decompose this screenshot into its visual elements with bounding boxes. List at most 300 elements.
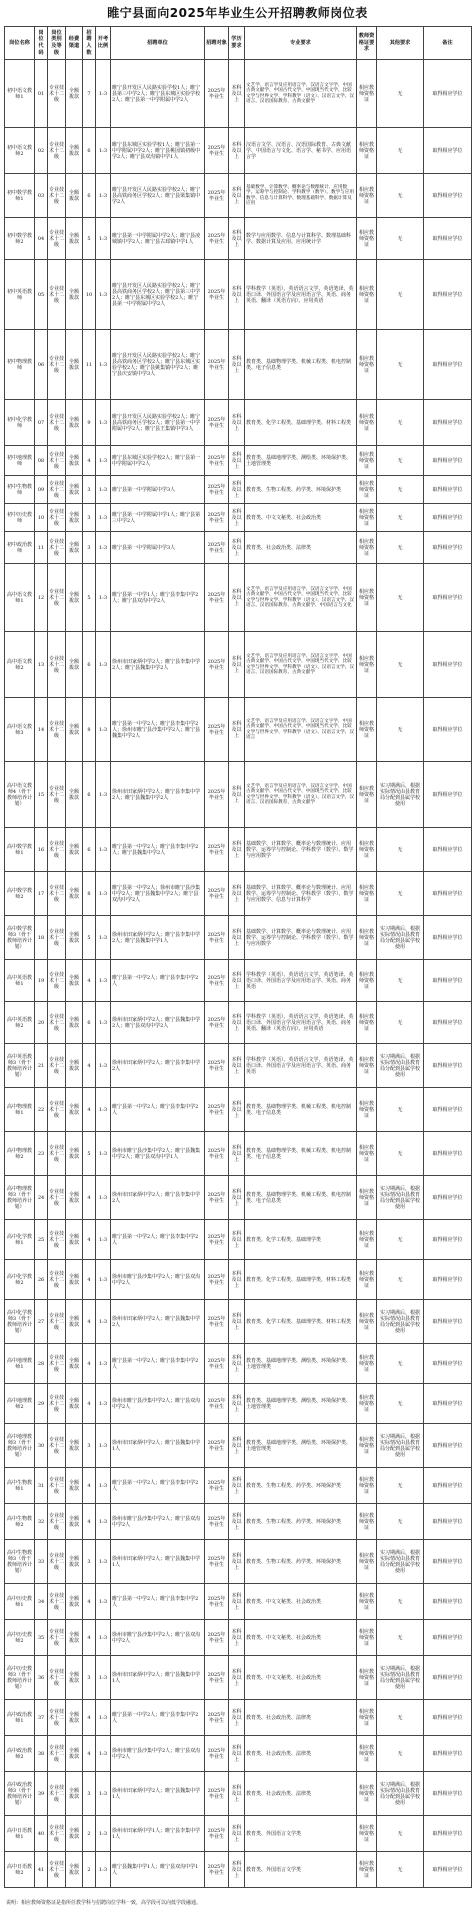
cell-major: 文艺学、语言学及应用语言学、汉语言文字学、中国古典文献学、中国古代文学、中国现当代文学、比较文学与世界文学、学科教学（语文）、汉语言文学、汉语言、汉语国际教育、古典文献学 xyxy=(245,762,357,828)
cell-certificate: 相应教师资格证 xyxy=(357,532,377,564)
table-row xyxy=(5,218,472,260)
cell-target: 2025年毕业生 xyxy=(205,174,229,218)
cell-funding: 全额拨款 xyxy=(66,128,83,174)
cell-count: 6 xyxy=(83,762,96,828)
cell-target: 2025年毕业生 xyxy=(205,1504,229,1540)
cell-certificate: 相应教师资格证 xyxy=(357,632,377,698)
cell-funding: 全额拨款 xyxy=(66,330,83,400)
cell-other: 无 xyxy=(377,1088,424,1132)
table-row xyxy=(5,1344,472,1384)
cell-remark: 取得相应学位 xyxy=(424,260,472,330)
cell-category: 专业技术十二级 xyxy=(48,762,66,828)
cell-position-name: 高中历史教师3（骨干教师培养计划） xyxy=(5,1656,35,1700)
cell-target: 2025年毕业生 xyxy=(205,1736,229,1772)
cell-major: 教育类、基础地理学类、测绘类、环境保护类、土地管理类 xyxy=(245,1344,357,1384)
cell-target: 2025年毕业生 xyxy=(205,1772,229,1816)
cell-other: 实习期满后，根据实际情况由县教育局分配到县属学校使用 xyxy=(377,1424,424,1468)
cell-other: 实习期满后，根据实际情况由县教育局分配到县属学校使用 xyxy=(377,762,424,828)
cell-major: 教育类、中文文秘类、社会政治类 xyxy=(245,1656,357,1700)
cell-major: 教育类、基础地理学类、测绘类、环境保护类、土地管理类 xyxy=(245,446,357,476)
cell-major: 文艺学、语言学及应用语言学、汉语言文字学、中国古典文献学、中国古代文学、中国现当代文学、比较文学与世界文学、学科教学（语文）、汉语言文学、汉语言 xyxy=(245,698,357,762)
cell-count: 8 xyxy=(83,872,96,916)
cell-unit: 徐州市睢宁县沙集中学2人；睢宁县双沟中学2人 xyxy=(111,1504,205,1540)
cell-education: 本科及以上 xyxy=(229,400,245,446)
cell-code: 17 xyxy=(35,872,48,916)
cell-code: 16 xyxy=(35,828,48,872)
cell-code: 02 xyxy=(35,128,48,174)
cell-unit: 睢宁县魏集中学1人；睢宁县双沟中学1人 xyxy=(111,1852,205,1888)
cell-certificate: 相应教师资格证 xyxy=(357,1260,377,1300)
cell-certificate: 相应教师资格证 xyxy=(357,1852,377,1888)
cell-major: 教育类、化学工程类、基础理学类、材料工程类 xyxy=(245,400,357,446)
cell-target: 2025年毕业生 xyxy=(205,1176,229,1220)
cell-position-name: 高中化学教师2 xyxy=(5,1260,35,1300)
table-body xyxy=(5,60,472,1888)
cell-code: 03 xyxy=(35,174,48,218)
cell-funding: 全额拨款 xyxy=(66,400,83,446)
cell-major: 教育类、生物工程类、药学类、环境保护类 xyxy=(245,476,357,504)
cell-other: 无 xyxy=(377,1504,424,1540)
cell-code: 38 xyxy=(35,1736,48,1772)
cell-other: 无 xyxy=(377,872,424,916)
cell-major: 学科教学（英语）、英语语言文学、英语笔译、英语口译、外国语言学及应用语言学、英语、商务英语 xyxy=(245,1044,357,1088)
cell-unit: 徐州市田家炳中学2人；睢宁县李集中学2人；睢宁县魏集中学2人 xyxy=(111,762,205,828)
cell-ratio: 1:3 xyxy=(96,1002,111,1044)
cell-unit: 睢宁县东城区实验学校1人；睢宁县第一中学附属中学2人；睢宁县桃园镇初级中学2人；睢宁县双沟镇中学1人 xyxy=(111,128,205,174)
cell-education: 本科及以上 xyxy=(229,1344,245,1384)
header-cell: 招聘单位 xyxy=(111,27,205,60)
table-row xyxy=(5,916,472,960)
cell-certificate: 相应教师资格证 xyxy=(357,1540,377,1584)
cell-count: 3 xyxy=(83,1540,96,1584)
cell-remark: 取得相应学位 xyxy=(424,504,472,532)
cell-code: 06 xyxy=(35,330,48,400)
cell-funding: 全额拨款 xyxy=(66,174,83,218)
cell-ratio: 1:3 xyxy=(96,1852,111,1888)
cell-category: 专业技术十二级 xyxy=(48,260,66,330)
cell-remark: 取得相应学位 xyxy=(424,1772,472,1816)
cell-position-name: 高中政治教师3（骨干教师培养计划） xyxy=(5,1772,35,1816)
cell-position-name: 高中英语教师2 xyxy=(5,1002,35,1044)
table-row xyxy=(5,872,472,916)
cell-remark: 取得相应学位 xyxy=(424,330,472,400)
cell-major: 教育类、中文文秘类、社会政治类 xyxy=(245,504,357,532)
cell-funding: 全额拨款 xyxy=(66,632,83,698)
cell-education: 本科及以上 xyxy=(229,960,245,1002)
cell-code: 33 xyxy=(35,1540,48,1584)
cell-code: 11 xyxy=(35,532,48,564)
cell-remark: 取得相应学位 xyxy=(424,1300,472,1344)
cell-code: 14 xyxy=(35,698,48,762)
cell-remark: 取得相应学位 xyxy=(424,762,472,828)
cell-ratio: 1:3 xyxy=(96,1044,111,1088)
cell-remark: 取得相应学位 xyxy=(424,476,472,504)
cell-count: 4 xyxy=(83,1044,96,1088)
cell-unit: 徐州市田家炳中学2人；睢宁县李集中学2人 xyxy=(111,1044,205,1088)
cell-other: 无 xyxy=(377,476,424,504)
cell-certificate: 相应教师资格证 xyxy=(357,504,377,532)
cell-target: 2025年毕业生 xyxy=(205,400,229,446)
cell-major: 文艺学、语言学及应用语言学、汉语言文字学、中国古典文献学、中国古代文学、中国现当代文学、比较文学与世界文学、学科教学（语文）、汉语言文学、汉语言、汉语国际教育、古典文献学、中国语言与文化 xyxy=(245,564,357,632)
cell-major: 基础数学、计算数学、概率论与数理统计、应用数学、运筹学与控制论、学科教学（数学）、数学与应用数学、信息与计算科学、数理基础科学、数据计算及应用 xyxy=(245,174,357,218)
cell-code: 08 xyxy=(35,446,48,476)
cell-remark: 取得相应学位 xyxy=(424,128,472,174)
cell-category: 专业技术十二级 xyxy=(48,174,66,218)
table-row xyxy=(5,174,472,218)
cell-position-name: 高中化学教师1 xyxy=(5,1220,35,1260)
cell-other: 无 xyxy=(377,828,424,872)
cell-funding: 全额拨款 xyxy=(66,1504,83,1540)
cell-remark: 取得相应学位 xyxy=(424,1468,472,1504)
cell-target: 2025年毕业生 xyxy=(205,446,229,476)
cell-other: 无 xyxy=(377,960,424,1002)
table-row xyxy=(5,1260,472,1300)
cell-code: 31 xyxy=(35,1468,48,1504)
cell-target: 2025年毕业生 xyxy=(205,872,229,916)
cell-unit: 睢宁县开发区人民路实验学校2人；睢宁县高铁商务区学校2人；睢宁县第一中学附属中学2人；睢宁县王集镇中学3人 xyxy=(111,400,205,446)
cell-count: 4 xyxy=(83,1344,96,1384)
cell-target: 2025年毕业生 xyxy=(205,1584,229,1620)
cell-position-name: 高中数学教师2 xyxy=(5,872,35,916)
cell-other: 无 xyxy=(377,174,424,218)
cell-education: 本科及以上 xyxy=(229,698,245,762)
cell-position-name: 高中历史教师1 xyxy=(5,1584,35,1620)
cell-unit: 睢宁县第一中学2人；睢宁县李集中学2人 xyxy=(111,1088,205,1132)
table-row xyxy=(5,1700,472,1736)
cell-funding: 全额拨款 xyxy=(66,1700,83,1736)
header-cell: 开考比例 xyxy=(96,27,111,60)
cell-education: 本科及以上 xyxy=(229,1260,245,1300)
cell-funding: 全额拨款 xyxy=(66,476,83,504)
table-row xyxy=(5,632,472,698)
cell-ratio: 1:3 xyxy=(96,1816,111,1852)
cell-certificate: 相应教师资格证 xyxy=(357,400,377,446)
cell-category: 专业技术十二级 xyxy=(48,1504,66,1540)
cell-major: 数学与应用数学、信息与计算科学、数理基础科学、数据计算及应用、应用统计学 xyxy=(245,218,357,260)
cell-other: 无 xyxy=(377,564,424,632)
cell-ratio: 1:3 xyxy=(96,1300,111,1344)
cell-ratio: 1:3 xyxy=(96,128,111,174)
cell-other: 无 xyxy=(377,1852,424,1888)
cell-count: 4 xyxy=(83,1504,96,1540)
cell-certificate: 相应教师资格证 xyxy=(357,1132,377,1176)
cell-other: 无 xyxy=(377,1220,424,1260)
cell-funding: 全额拨款 xyxy=(66,446,83,476)
cell-remark: 取得相应学位 xyxy=(424,916,472,960)
cell-funding: 全额拨款 xyxy=(66,1584,83,1620)
cell-position-name: 高中语文教师1 xyxy=(5,564,35,632)
cell-unit: 徐州市田家炳中学2人；睢宁县李集中学2人；睢宁县魏集中学2人 xyxy=(111,632,205,698)
cell-target: 2025年毕业生 xyxy=(205,60,229,128)
cell-position-name: 高中地理教师2 xyxy=(5,1384,35,1424)
cell-code: 37 xyxy=(35,1700,48,1736)
cell-category: 专业技术十二级 xyxy=(48,1344,66,1384)
table-row xyxy=(5,60,472,128)
cell-count: 4 xyxy=(83,1736,96,1772)
cell-ratio: 1:3 xyxy=(96,564,111,632)
cell-target: 2025年毕业生 xyxy=(205,1220,229,1260)
table-row xyxy=(5,564,472,632)
cell-target: 2025年毕业生 xyxy=(205,916,229,960)
cell-code: 36 xyxy=(35,1656,48,1700)
cell-certificate: 相应教师资格证 xyxy=(357,1300,377,1344)
cell-position-name: 高中语文教师2 xyxy=(5,632,35,698)
cell-code: 07 xyxy=(35,400,48,446)
cell-certificate: 相应教师资格证 xyxy=(357,1002,377,1044)
cell-category: 专业技术十二级 xyxy=(48,476,66,504)
cell-ratio: 1:3 xyxy=(96,698,111,762)
table-row xyxy=(5,960,472,1002)
cell-education: 本科及以上 xyxy=(229,1584,245,1620)
table-row xyxy=(5,1176,472,1220)
cell-category: 专业技术十二级 xyxy=(48,330,66,400)
cell-ratio: 1:3 xyxy=(96,1620,111,1656)
header-cell: 教师资格证要求 xyxy=(357,27,377,60)
cell-funding: 全额拨款 xyxy=(66,1772,83,1816)
cell-funding: 全额拨款 xyxy=(66,260,83,330)
cell-major: 汉语言文学、汉语言、汉语国际教育、古典文献学、中国语言与文化、语言学、秘书学、应用语言学 xyxy=(245,128,357,174)
cell-code: 19 xyxy=(35,960,48,1002)
cell-major: 教育类、社会政治类、法律类 xyxy=(245,1700,357,1736)
cell-position-name: 高中生物教师2 xyxy=(5,1504,35,1540)
cell-major: 教育类、中文文秘类、社会政治类 xyxy=(245,1620,357,1656)
cell-category: 专业技术十二级 xyxy=(48,1220,66,1260)
header-cell: 学历要求 xyxy=(229,27,245,60)
cell-position-name: 高中历史教师2 xyxy=(5,1620,35,1656)
cell-certificate: 相应教师资格证 xyxy=(357,698,377,762)
cell-category: 专业技术十二级 xyxy=(48,1088,66,1132)
header-cell: 招聘人数 xyxy=(83,27,96,60)
cell-education: 本科及以上 xyxy=(229,260,245,330)
cell-education: 本科及以上 xyxy=(229,1002,245,1044)
cell-unit: 徐州市田家炳中学2人；睢宁县魏集中学1人 xyxy=(111,1540,205,1584)
cell-position-name: 高中地理教师1 xyxy=(5,1344,35,1384)
positions-table xyxy=(4,26,472,1888)
cell-code: 39 xyxy=(35,1772,48,1816)
cell-funding: 全额拨款 xyxy=(66,1816,83,1852)
cell-ratio: 1:3 xyxy=(96,330,111,400)
cell-count: 11 xyxy=(83,330,96,400)
cell-education: 本科及以上 xyxy=(229,504,245,532)
cell-code: 29 xyxy=(35,1384,48,1424)
cell-category: 专业技术十二级 xyxy=(48,1132,66,1176)
cell-other: 无 xyxy=(377,632,424,698)
cell-category: 专业技术十二级 xyxy=(48,1584,66,1620)
cell-remark: 取得相应学位 xyxy=(424,1384,472,1424)
table-row xyxy=(5,1656,472,1700)
table-row xyxy=(5,1300,472,1344)
cell-education: 本科及以上 xyxy=(229,1088,245,1132)
cell-funding: 全额拨款 xyxy=(66,1002,83,1044)
cell-remark: 取得相应学位 xyxy=(424,1656,472,1700)
cell-target: 2025年毕业生 xyxy=(205,1656,229,1700)
cell-count: 4 xyxy=(83,1700,96,1736)
cell-major: 基础数学、计算数学、概率论与数理统计、应用数学、运筹学与控制论、学科教学（数学）、数学与应用数学 xyxy=(245,828,357,872)
cell-code: 15 xyxy=(35,762,48,828)
cell-target: 2025年毕业生 xyxy=(205,1300,229,1344)
cell-remark: 取得相应学位 xyxy=(424,1424,472,1468)
cell-count: 4 xyxy=(83,1260,96,1300)
cell-other: 无 xyxy=(377,1468,424,1504)
cell-major: 教育类、中文文秘类、社会政治类 xyxy=(245,1584,357,1620)
cell-count: 6 xyxy=(83,1002,96,1044)
cell-ratio: 1:3 xyxy=(96,1700,111,1736)
cell-remark: 取得相应学位 xyxy=(424,1736,472,1772)
cell-count: 3 xyxy=(83,1656,96,1700)
cell-unit: 徐州市睢宁县沙集中学2人；睢宁县双沟中学2人 xyxy=(111,1384,205,1424)
cell-education: 本科及以上 xyxy=(229,1504,245,1540)
cell-count: 10 xyxy=(83,260,96,330)
cell-major: 学科教学（英语）、英语语言文学、英语笔译、英语口译、外国语言学及应用语言学、英语、商务英语 xyxy=(245,960,357,1002)
cell-remark: 取得相应学位 xyxy=(424,400,472,446)
cell-category: 专业技术十二级 xyxy=(48,1852,66,1888)
cell-education: 本科及以上 xyxy=(229,916,245,960)
cell-major: 教育类、社会政治类、法律类 xyxy=(245,532,357,564)
cell-count: 6 xyxy=(83,128,96,174)
cell-major: 教育类、基础物理学类、机械工程类、机电控制类、电子信息类 xyxy=(245,1176,357,1220)
cell-unit: 睢宁县第一中学附属中学3人 xyxy=(111,476,205,504)
cell-ratio: 1:3 xyxy=(96,828,111,872)
cell-other: 无 xyxy=(377,260,424,330)
cell-unit: 徐州市睢宁县沙集中学2人；睢宁县双沟中学2人 xyxy=(111,1620,205,1656)
cell-ratio: 1:3 xyxy=(96,260,111,330)
cell-funding: 全额拨款 xyxy=(66,1468,83,1504)
cell-funding: 全额拨款 xyxy=(66,504,83,532)
cell-target: 2025年毕业生 xyxy=(205,1620,229,1656)
cell-ratio: 1:3 xyxy=(96,1088,111,1132)
cell-category: 专业技术十二级 xyxy=(48,1424,66,1468)
cell-unit: 徐州市田家炳中学2人；睢宁县魏集中学1人 xyxy=(111,1772,205,1816)
cell-position-name: 高中政治教师1 xyxy=(5,1700,35,1736)
cell-funding: 全额拨款 xyxy=(66,532,83,564)
cell-certificate: 相应教师资格证 xyxy=(357,1656,377,1700)
cell-major: 学科教学（英语）、英语语言文学、英语笔译、英语口译、外国语言学及应用语言学、英语、商务英语、翻译（英语方向）、应用英语 xyxy=(245,1002,357,1044)
cell-education: 本科及以上 xyxy=(229,872,245,916)
cell-ratio: 1:3 xyxy=(96,1584,111,1620)
cell-category: 专业技术十二级 xyxy=(48,532,66,564)
cell-other: 实习期满后，根据实际情况由县教育局分配到县属学校使用 xyxy=(377,916,424,960)
cell-remark: 取得相应学位 xyxy=(424,1044,472,1088)
cell-target: 2025年毕业生 xyxy=(205,698,229,762)
cell-certificate: 相应教师资格证 xyxy=(357,1344,377,1384)
cell-unit: 徐州市田家炳中学2人；睢宁县魏集中学1人 xyxy=(111,1424,205,1468)
cell-position-name: 高中政治教师2 xyxy=(5,1736,35,1772)
cell-position-name: 初中数学教师1 xyxy=(5,174,35,218)
cell-target: 2025年毕业生 xyxy=(205,476,229,504)
cell-ratio: 1:3 xyxy=(96,400,111,446)
table-row xyxy=(5,1132,472,1176)
cell-remark: 取得相应学位 xyxy=(424,1176,472,1220)
cell-unit: 睢宁县第一中学附属中学1人；睢宁县第三中学2人 xyxy=(111,504,205,532)
cell-unit: 徐州市睢宁县沙集中学2人；睢宁县魏集中学2人；睢宁县双沟中学1人 xyxy=(111,1132,205,1176)
cell-funding: 全额拨款 xyxy=(66,1132,83,1176)
cell-education: 本科及以上 xyxy=(229,828,245,872)
cell-education: 本科及以上 xyxy=(229,1540,245,1584)
header-cell: 备注 xyxy=(424,27,472,60)
cell-ratio: 1:3 xyxy=(96,762,111,828)
cell-position-name: 高中生物教师3（骨干教师培养计划） xyxy=(5,1540,35,1584)
cell-other: 无 xyxy=(377,532,424,564)
cell-position-name: 初中地理教师 xyxy=(5,446,35,476)
cell-category: 专业技术十二级 xyxy=(48,1736,66,1772)
cell-funding: 全额拨款 xyxy=(66,960,83,1002)
cell-code: 32 xyxy=(35,1504,48,1540)
cell-ratio: 1:3 xyxy=(96,1736,111,1772)
cell-other: 实习期满后，根据实际情况由县教育局分配到县属学校使用 xyxy=(377,1044,424,1088)
cell-other: 无 xyxy=(377,1816,424,1852)
cell-count: 9 xyxy=(83,400,96,446)
cell-major: 教育类、化学工程类、基础理学类、材料工程类 xyxy=(245,1300,357,1344)
cell-other: 无 xyxy=(377,446,424,476)
cell-education: 本科及以上 xyxy=(229,1300,245,1344)
cell-education: 本科及以上 xyxy=(229,1132,245,1176)
cell-funding: 全额拨款 xyxy=(66,1656,83,1700)
table-row xyxy=(5,1220,472,1260)
cell-count: 3 xyxy=(83,504,96,532)
cell-education: 本科及以上 xyxy=(229,446,245,476)
cell-category: 专业技术十二级 xyxy=(48,1700,66,1736)
table-row xyxy=(5,762,472,828)
cell-unit: 睢宁县第一中学2人；睢宁县李集中学2人 xyxy=(111,1468,205,1504)
cell-category: 专业技术十二级 xyxy=(48,916,66,960)
cell-funding: 全额拨款 xyxy=(66,60,83,128)
cell-count: 2 xyxy=(83,1852,96,1888)
cell-position-name: 初中物理教师 xyxy=(5,330,35,400)
header-cell: 专业要求 xyxy=(245,27,357,60)
cell-category: 专业技术十二级 xyxy=(48,1468,66,1504)
cell-other: 实习期满后，根据实际情况由县教育局分配到县属学校使用 xyxy=(377,1176,424,1220)
cell-target: 2025年毕业生 xyxy=(205,1424,229,1468)
cell-unit: 睢宁县第一中学2人；徐州市睢宁县沙集中学2人；睢宁县魏集中学2人；睢宁县双沟中学2人 xyxy=(111,872,205,916)
header-cell: 招聘对象 xyxy=(205,27,229,60)
cell-category: 专业技术十二级 xyxy=(48,828,66,872)
cell-major: 学科教学（英语）、英语语言文学、英语笔译、英语口译、外国语言学及应用语言学、英语、商务英语、翻译（英语方向）、应用英语 xyxy=(245,260,357,330)
cell-remark: 取得相应学位 xyxy=(424,60,472,128)
cell-position-name: 初中英语教师 xyxy=(5,260,35,330)
cell-certificate: 相应教师资格证 xyxy=(357,1504,377,1540)
cell-code: 40 xyxy=(35,1816,48,1852)
cell-position-name: 高中语文教师3 xyxy=(5,698,35,762)
cell-unit: 睢宁县开发区人民路实验学校1人；睢宁县第三中学2人；睢宁县东城区实验学校2人；睢宁县第一中学附属中学2人 xyxy=(111,60,205,128)
cell-unit: 睢宁县第一中学2人；睢宁县李集中学2人；徐州市睢宁县沙集中学2人；睢宁县魏集中学2人 xyxy=(111,698,205,762)
cell-certificate: 相应教师资格证 xyxy=(357,128,377,174)
cell-target: 2025年毕业生 xyxy=(205,1852,229,1888)
cell-position-name: 初中历史教师 xyxy=(5,504,35,532)
cell-target: 2025年毕业生 xyxy=(205,330,229,400)
table-row xyxy=(5,1736,472,1772)
cell-target: 2025年毕业生 xyxy=(205,1132,229,1176)
cell-remark: 取得相应学位 xyxy=(424,1584,472,1620)
cell-other: 无 xyxy=(377,400,424,446)
cell-ratio: 1:3 xyxy=(96,1504,111,1540)
cell-position-name: 高中数学教师1 xyxy=(5,828,35,872)
cell-certificate: 相应教师资格证 xyxy=(357,564,377,632)
cell-other: 无 xyxy=(377,1132,424,1176)
cell-education: 本科及以上 xyxy=(229,1852,245,1888)
cell-funding: 全额拨款 xyxy=(66,1540,83,1584)
cell-category: 专业技术十二级 xyxy=(48,1816,66,1852)
cell-other: 无 xyxy=(377,330,424,400)
cell-target: 2025年毕业生 xyxy=(205,1260,229,1300)
cell-position-name: 高中物理教师1 xyxy=(5,1088,35,1132)
cell-code: 09 xyxy=(35,476,48,504)
cell-unit: 睢宁县开发区人民路实验学校2人；睢宁县高铁商务区学校2人；睢宁县东城区实验学校2人；睢宁县姚集镇中学2人；睢宁县庆安镇中学3人 xyxy=(111,330,205,400)
cell-education: 本科及以上 xyxy=(229,1736,245,1772)
cell-major: 教育类、生物工程类、药学类、环境保护类 xyxy=(245,1504,357,1540)
table-row xyxy=(5,330,472,400)
cell-unit: 徐州市田家炳中学1人；睢宁县李集中学1人 xyxy=(111,1816,205,1852)
cell-remark: 取得相应学位 xyxy=(424,1700,472,1736)
